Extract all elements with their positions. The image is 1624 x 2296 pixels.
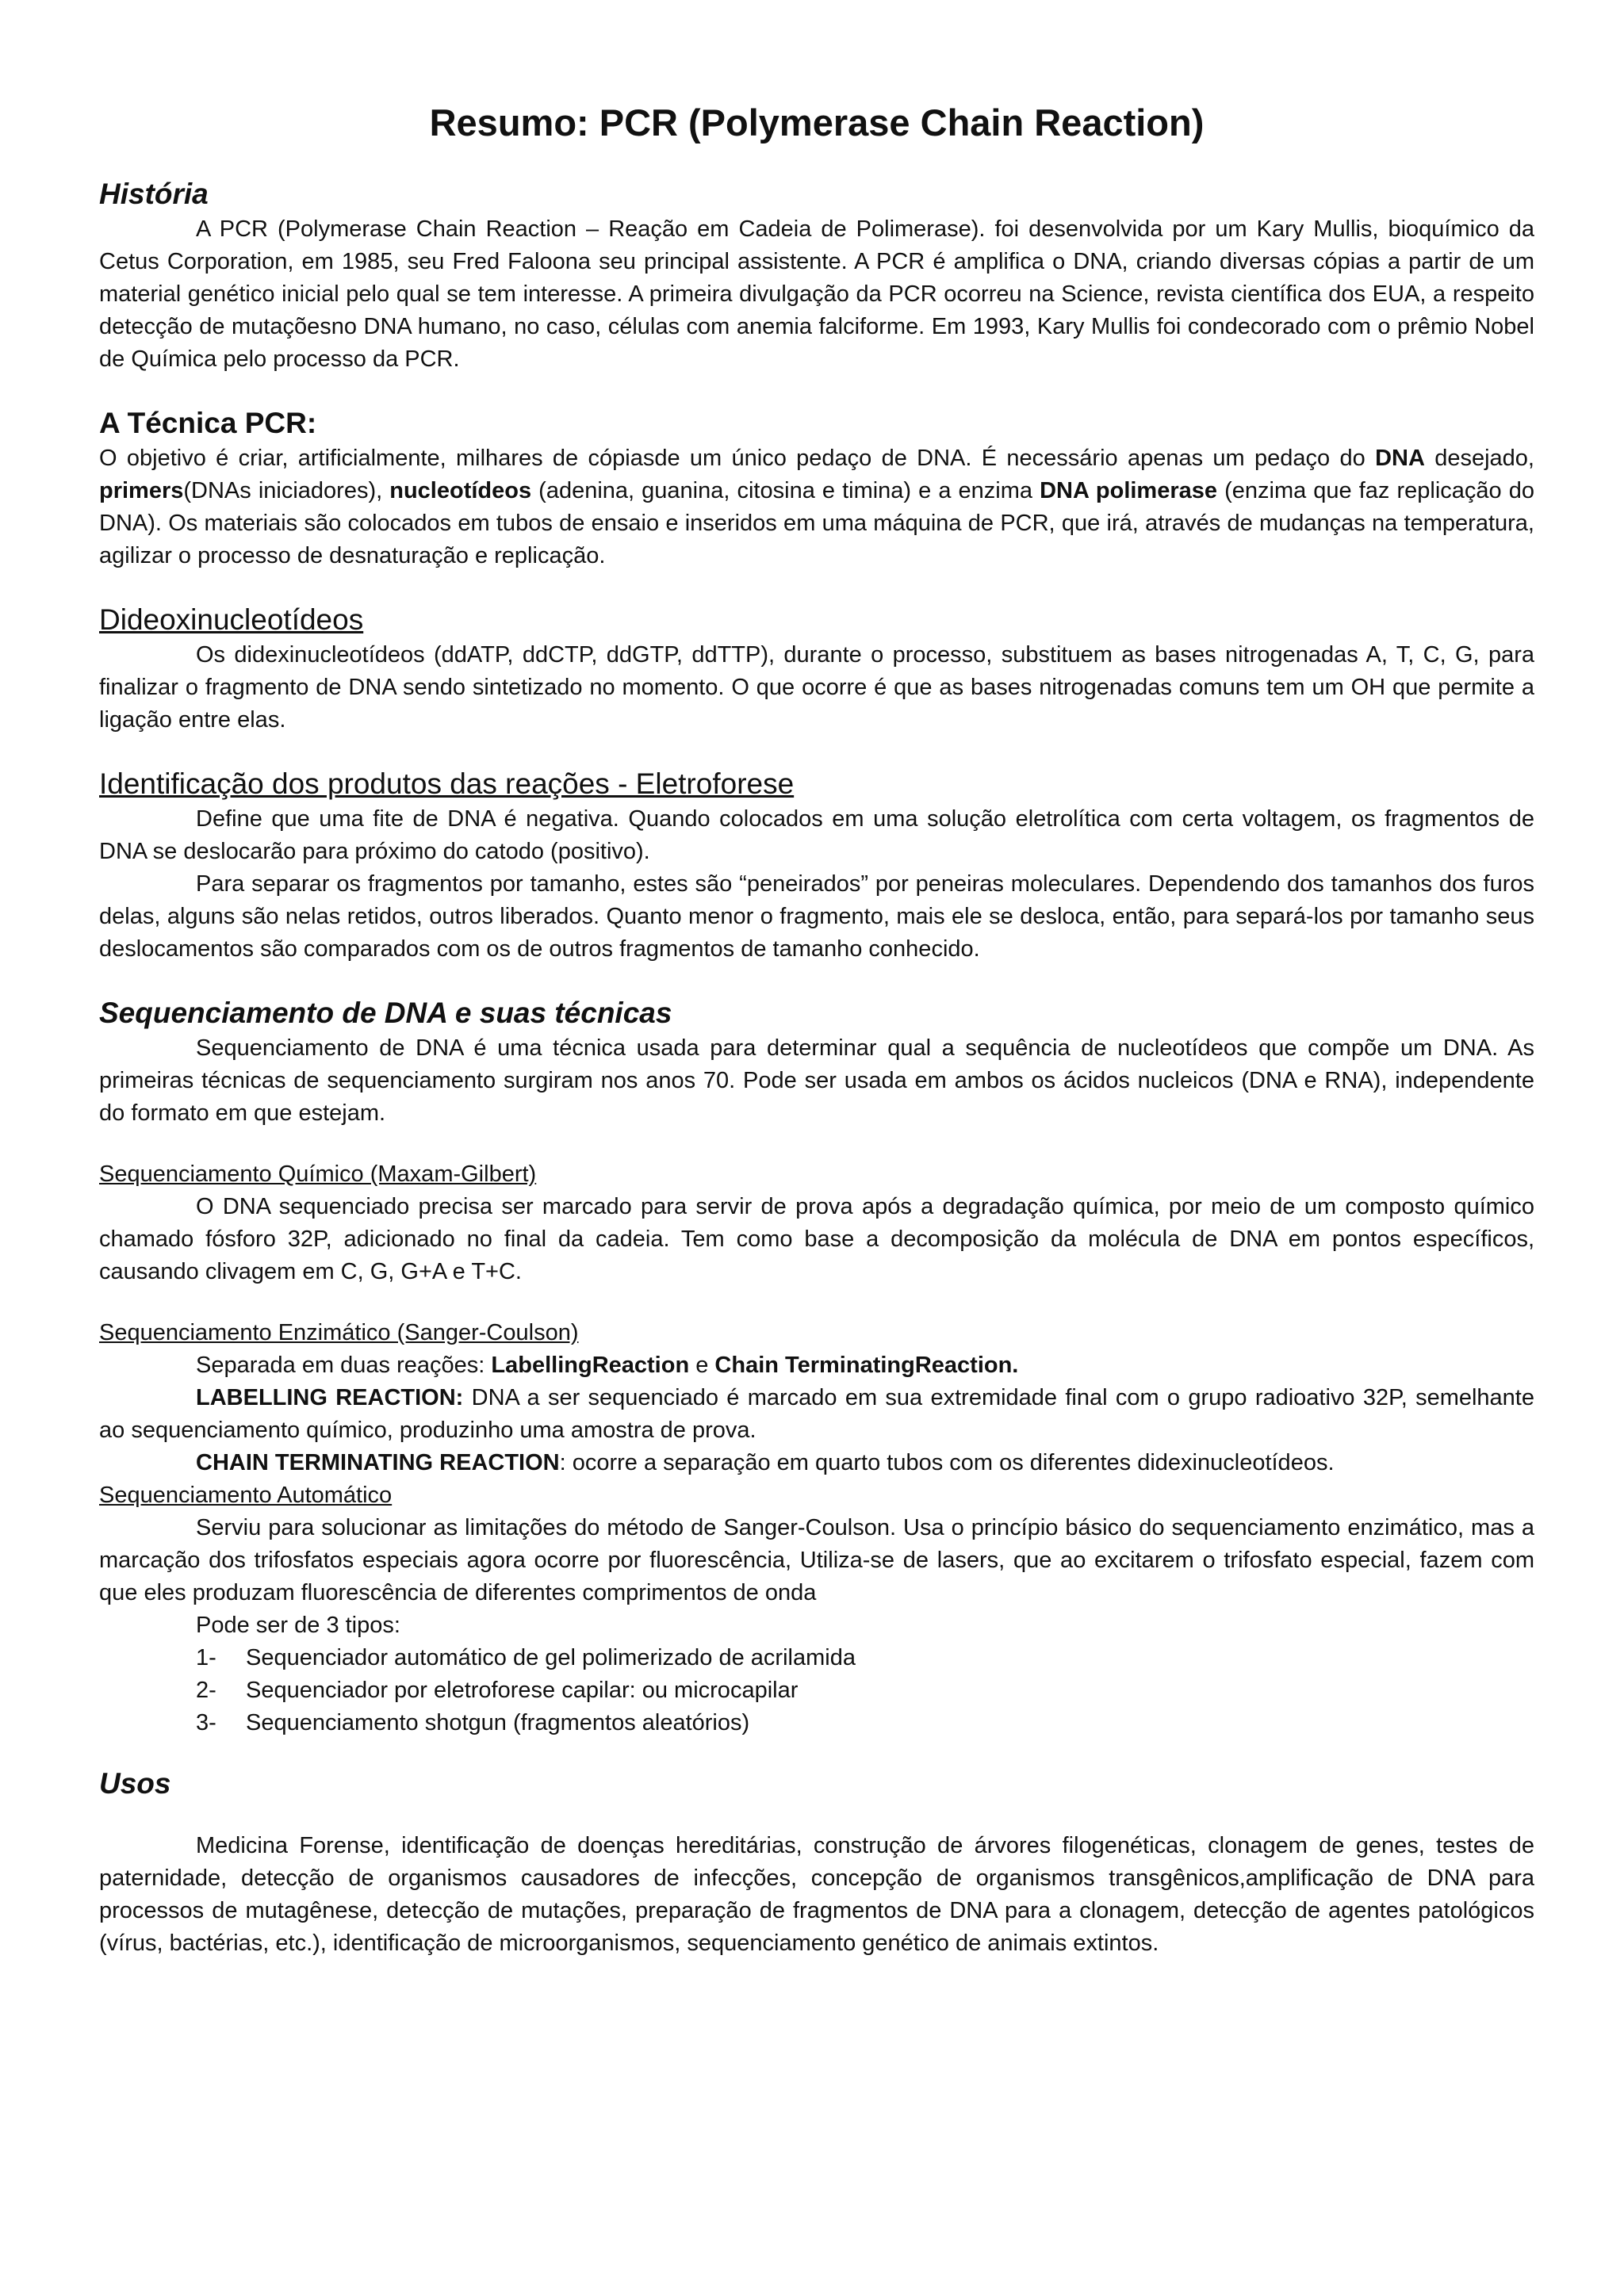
list-item xyxy=(99,1642,1534,1674)
list-item-text: Sequenciador por eletroforese capilar: ou microcapilar xyxy=(246,1678,799,1703)
list-item-text: Sequenciador automático de gel polimerizado de acrilamida xyxy=(246,1645,856,1670)
section-heading-eletroforese: Identificação dos produtos das reações - Eletroforese xyxy=(99,767,795,800)
enzimatico-bold-labelling-reaction: LABELLING REACTION: xyxy=(196,1385,464,1410)
tecnica-text-2: desejado, xyxy=(1424,446,1534,471)
section-heading-dideoxi: Dideoxinucleotídeos xyxy=(99,603,364,636)
enzimatico-bold-chain: Chain TerminatingReaction. xyxy=(714,1353,1019,1378)
enzimatico-text-2: e xyxy=(689,1353,715,1378)
historia-paragraph: A PCR (Polymerase Chain Reaction – Reação em Cadeia de Polimerase). foi desenvolvida por um Kary Mullis, bioquímico da Cetus Corporation, em 1985, seu Fred Faloona seu principal assistente. A PCR é amplifica o DNA, criando diversas cópias a partir de um material genético inicial pelo qual se tem interesse. A primeira divulgação da PCR ocorreu na Science, revista científica dos EUA, a respeito detecção de mutaçõesno DNA humano, no caso, células com anemia falciforme. Em 1993, Kary Mullis foi condecorado com o prêmio Nobel de Química pelo processo da PCR. xyxy=(99,216,1534,372)
eletroforese-paragraph-1: Define que uma fite de DNA é negativa. Quando colocados em uma solução eletrolítica com certa voltagem, os fragmentos de DNA se deslocarão para próximo do catodo (positivo). xyxy=(99,806,1534,864)
section-heading-historia: História xyxy=(99,178,209,210)
enzimatico-text-3: DNA a ser sequenciado é marcado em sua extremidade final com o grupo radioativo 32P, semelhante ao sequenciamento químico, produzinho uma amostra de prova. xyxy=(99,1385,1534,1443)
section-heading-tecnica: A Técnica PCR: xyxy=(99,407,317,439)
enzimatico-paragraph-3 xyxy=(99,1447,1534,1479)
enzimatico-text-1: Separada em duas reações: xyxy=(196,1353,492,1378)
list-item-number: 1- xyxy=(196,1645,216,1670)
tecnica-text-4: (adenina, guanina, citosina e timina) e a enzima xyxy=(531,478,1040,503)
document-page xyxy=(99,99,1534,1960)
tecnica-text-1: O objetivo é criar, artificialmente, milhares de cópiasde um único pedaço de DNA. É necessário apenas um pedaço do xyxy=(99,446,1376,471)
automatico-tipos-list xyxy=(99,1642,1534,1739)
automatico-tipos-intro: Pode ser de 3 tipos: xyxy=(196,1613,400,1638)
list-item xyxy=(99,1707,1534,1739)
tecnica-bold-nucleotideos: nucleotídeos xyxy=(389,478,532,503)
enzimatico-bold-chain-reaction: CHAIN TERMINATING REACTION xyxy=(196,1450,560,1475)
list-item-number: 3- xyxy=(196,1710,216,1735)
enzimatico-bold-labelling: LabellingReaction xyxy=(491,1353,690,1378)
enzimatico-text-4: : ocorre a separação em quarto tubos com os diferentes didexinucleotídeos. xyxy=(559,1450,1335,1475)
enzimatico-paragraph-2 xyxy=(99,1382,1534,1447)
subsection-heading-automatico: Sequenciamento Automático xyxy=(99,1483,393,1508)
list-item-number: 2- xyxy=(196,1678,216,1703)
enzimatico-paragraph-1 xyxy=(99,1349,1534,1382)
list-item xyxy=(99,1674,1534,1707)
list-item-text: Sequenciamento shotgun (fragmentos aleatórios) xyxy=(246,1710,750,1735)
page-title: Resumo: PCR (Polymerase Chain Reaction) xyxy=(429,101,1205,144)
tecnica-bold-polimerase: DNA polimerase xyxy=(1040,478,1218,503)
usos-paragraph: Medicina Forense, identificação de doenças hereditárias, construção de árvores filogenéticas, clonagem de genes, testes de paternidade, detecção de organismos causadores de infecções, concepção de organismos transgênicos,amplificação de DNA para processos de mutagênese, detecção de mutações, preparação de fragmentos de DNA para a clonagem, detecção de agentes patológicos (vírus, bactérias, etc.), identificação de microorganismos, sequenciamento genético de animais extintos. xyxy=(99,1833,1534,1956)
dideoxi-paragraph: Os didexinucleotídeos (ddATP, ddCTP, ddGTP, ddTTP), durante o processo, substituem as bases nitrogenadas A, T, C, G, para finalizar o fragmento de DNA sendo sintetizado no momento. O que ocorre é que as bases nitrogenadas comuns tem um OH que permite a ligação entre elas. xyxy=(99,642,1534,733)
tecnica-bold-dna: DNA xyxy=(1375,446,1425,471)
eletroforese-paragraph-2: Para separar os fragmentos por tamanho, estes são “peneirados” por peneiras moleculares. Dependendo dos tamanhos dos furos delas, alguns são nelas retidos, outros liberados. Quanto menor o fragmento, mais ele se desloca, então, para separá-los por tamanho seus deslocamentos são comparados com os de outros fragmentos de tamanho conhecido. xyxy=(99,871,1534,962)
section-heading-usos: Usos xyxy=(99,1767,171,1800)
quimico-paragraph: O DNA sequenciado precisa ser marcado para servir de prova após a degradação química, por meio de um composto químico chamado fósforo 32P, adicionado no final da cadeia. Tem como base a decomposição da molécula de DNA em pontos específicos, causando clivagem em C, G, G+A e T+C. xyxy=(99,1194,1534,1284)
section-heading-sequenciamento: Sequenciamento de DNA e suas técnicas xyxy=(99,997,672,1029)
tecnica-text-3: (DNAs iniciadores), xyxy=(183,478,390,503)
subsection-heading-enzimatico: Sequenciamento Enzimático (Sanger-Coulson) xyxy=(99,1320,579,1345)
tecnica-text-5: (enzima que faz replicação do DNA). Os materiais são colocados em tubos de ensaio e inseridos em uma máquina de PCR, que irá, através de mudanças na temperatura, agilizar o processo de desnaturação e replicação. xyxy=(99,478,1534,568)
sequenciamento-paragraph: Sequenciamento de DNA é uma técnica usada para determinar qual a sequência de nucleotídeos que compõe um DNA. As primeiras técnicas de sequenciamento surgiram nos anos 70. Pode ser usada em ambos os ácidos nucleicos (DNA e RNA), independente do formato em que estejam. xyxy=(99,1035,1534,1126)
tecnica-bold-primers: primers xyxy=(99,478,184,503)
automatico-paragraph: Serviu para solucionar as limitações do método de Sanger-Coulson. Usa o princípio básico do sequenciamento enzimático, mas a marcação dos trifosfatos especiais agora ocorre por fluorescência, Utiliza-se de lasers, que ao excitarem o trifosfato especial, fazem com que eles produzam fluorescência de diferentes comprimentos de onda xyxy=(99,1515,1534,1605)
tecnica-paragraph xyxy=(99,442,1534,572)
subsection-heading-quimico: Sequenciamento Químico (Maxam-Gilbert) xyxy=(99,1161,537,1187)
